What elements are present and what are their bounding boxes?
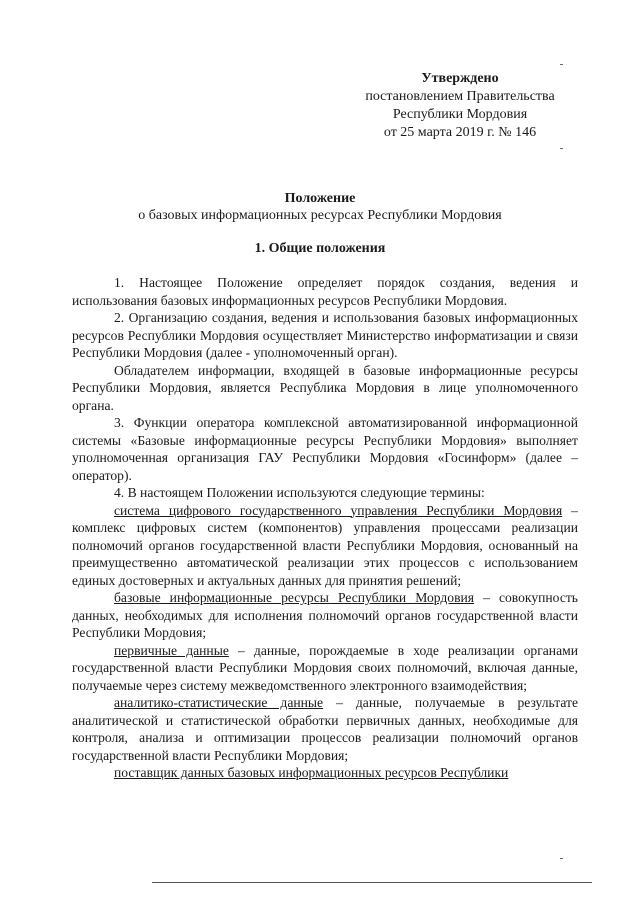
approval-line-1: постановлением Правительства <box>365 89 555 104</box>
scan-mark <box>560 64 563 65</box>
term-1: система цифрового государственного управления Республики Мордовия <box>114 502 563 518</box>
term-definition-2 <box>72 589 578 642</box>
paragraph-1: 1. Настоящее Положение определяет порядок создания, ведения и использования базовых информационных ресурсов Республики Мордовия. <box>72 275 578 308</box>
document-body <box>72 274 578 782</box>
term-3: первичные данные <box>114 642 229 658</box>
term-definition-3 <box>72 642 578 695</box>
paragraph-5: 4. В настоящем Положении используются следующие термины: <box>114 485 485 500</box>
paragraph-2: 2. Организацию создания, ведения и использования базовых информационных ресурсов Республики Мордовия осуществляет Министерство информатизации и связи Республики Мордовия (далее - уполномоченный орган). <box>72 310 578 360</box>
approval-line-3: от 25 марта 2019 г. № 146 <box>383 125 537 140</box>
document-title: Положение <box>284 191 356 206</box>
definition-4: – данные, получаемые в результате аналитической и статистической обработки первичных данных, необходимые для контроля, анализа и оптимизации процессов реализации полномочий органов государственной власти Республики Мордовия; <box>72 695 578 763</box>
term-5: поставщик данных базовых информационных ресурсов Республики <box>114 765 509 780</box>
approval-heading: Утверждено <box>421 71 499 86</box>
term-2: базовые информационные ресурсы Республики Мордовия <box>114 590 475 605</box>
paragraph-3: Обладателем информации, входящей в базовые информационные ресурсы Республики Мордовия, является Республика Мордовия в лице уполномоченного органа. <box>72 362 578 413</box>
term-definition-5 <box>72 764 578 782</box>
scan-edge-line <box>152 882 592 883</box>
section-heading: 1. Общие положения <box>254 241 386 256</box>
definition-3: – данные, порождаемые в ходе реализации органами государственной власти Республики Мордовия своих полномочий, включая данные, получаемые через систему межведомственного электронного взаимодействия; <box>72 642 578 693</box>
approval-line-2: Республики Мордовия <box>392 107 528 122</box>
term-definition-1 <box>72 502 578 590</box>
definition-2: – совокупность данных, необходимых для исполнения полномочий органов государственной власти Республики Мордовия; <box>72 590 578 640</box>
scan-mark <box>560 858 563 859</box>
document-subtitle: о базовых информационных ресурсах Республики Мордовия <box>138 208 502 223</box>
definition-1: – комплекс цифровых систем (компонентов) управления процессами реализации полномочий органов государственной власти Республики Мордовия, основанный на преимущественно автоматической реализации этих процессов с использованием единых достоверных и актуальных данных для принятия решений; <box>72 502 578 588</box>
approval-block <box>350 70 570 142</box>
paragraph-4: 3. Функции оператора комплексной автоматизированной информационной системы «Базовые информационные ресурсы Республики Мордовия» выполняет уполномоченная организация ГАУ Республики Мордовия «Госинформ» (далее – оператор). <box>72 415 578 483</box>
term-4: аналитико-статистические данные <box>114 695 324 710</box>
scan-mark <box>560 148 563 149</box>
term-definition-4 <box>72 694 578 764</box>
